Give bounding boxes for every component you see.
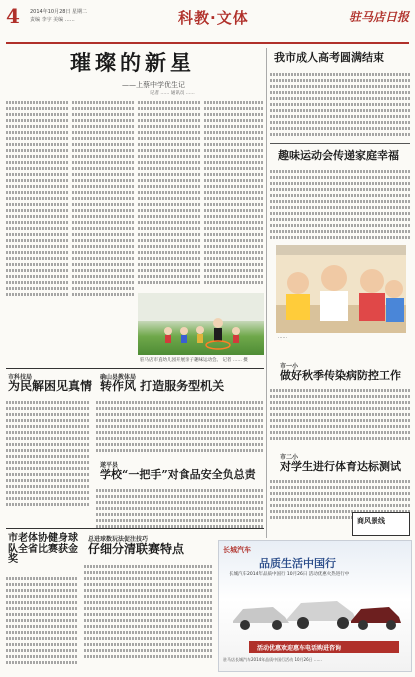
exam-headline: 我市成人高考圆满结束 [274, 51, 384, 64]
ad-banner-text: 活动优惠欢迎惠车电话购进咨询 [257, 645, 342, 652]
reform-kicker: 确山县教体局 [100, 374, 137, 381]
column-stamp [352, 512, 410, 536]
lead-subtitle: ——上蔡中学优生记 [122, 81, 185, 89]
lead-photo-caption: 驻马店市直幼儿园开展亲子趣味运动会。 记者 …… 摄 [140, 358, 248, 363]
reform-body [96, 398, 264, 458]
sports-family-headline: 趣味运动会传递家庭幸福 [278, 149, 399, 162]
chess-headline: 市老体协健身球队全省比赛获金奖 [8, 533, 78, 565]
lead-byline: 记者 …… 通讯员 …… [150, 91, 195, 96]
sports-family-body [270, 167, 410, 242]
food-safety-headline: 学校“一把手”对食品安全负总责 [100, 468, 256, 481]
ad-footer: 驻马店长城汽车2014年品质中国行活动 10月26日 …… [223, 657, 322, 662]
paper-logo: 驻马店日报 [348, 10, 409, 24]
divider [6, 368, 264, 369]
issue-date: 2014年10月28日 星期二 [30, 9, 88, 15]
page-header [6, 4, 409, 44]
ad-cars-graphic [227, 583, 403, 635]
lottery-headline: 仔细分清联赛特点 [88, 542, 185, 556]
kindergarten-caption: …… [278, 335, 287, 340]
lead-column-2 [72, 98, 134, 298]
lead-photo [138, 293, 264, 355]
reform-headline: 转作风 打造服务型机关 [100, 379, 225, 393]
lead-column-1 [6, 98, 68, 298]
lead-column-4 [204, 98, 264, 288]
ad-subline: 长城汽车2014年品质中国行 10月26日 活动优惠火热进行中 [229, 572, 350, 577]
page-number: 4 [6, 4, 20, 28]
exam-body [270, 70, 410, 140]
divider [6, 528, 264, 529]
column-divider [266, 48, 267, 538]
ad-banner [249, 641, 399, 653]
competition-kicker: 市科技局 [8, 374, 33, 381]
section-title: 科教·文体 [178, 9, 249, 27]
column-stamp-label: 商风景线 [357, 517, 385, 525]
editor-credit: 责编 李宇 美编 …… [30, 17, 75, 23]
divider [270, 143, 410, 144]
food-safety-kicker: 遂平县 [100, 462, 119, 469]
food-safety-body [96, 486, 264, 534]
kindergarten-photo [276, 245, 406, 333]
flu-headline: 做好秋季传染病防控工作 [280, 369, 401, 382]
lottery-body [84, 562, 212, 667]
car-advertisement[interactable] [218, 540, 412, 672]
ad-brand: 长城汽车 [223, 546, 251, 554]
fitness-kicker: 市二小 [280, 454, 299, 461]
flu-kicker: 市一小 [280, 363, 299, 370]
fitness-headline: 对学生进行体育达标测试 [280, 460, 401, 473]
lottery-kicker: 总进球数玩法促注技巧 [88, 536, 149, 543]
ad-headline: 品质生活中国行 [259, 557, 336, 570]
chess-body [6, 574, 78, 669]
flu-body [270, 386, 410, 446]
competition-body [6, 398, 90, 508]
competition-headline: 为民解困见真情 [8, 379, 93, 393]
lead-column-3 [138, 98, 200, 288]
lead-headline: 璀璨的新星 [70, 50, 195, 75]
